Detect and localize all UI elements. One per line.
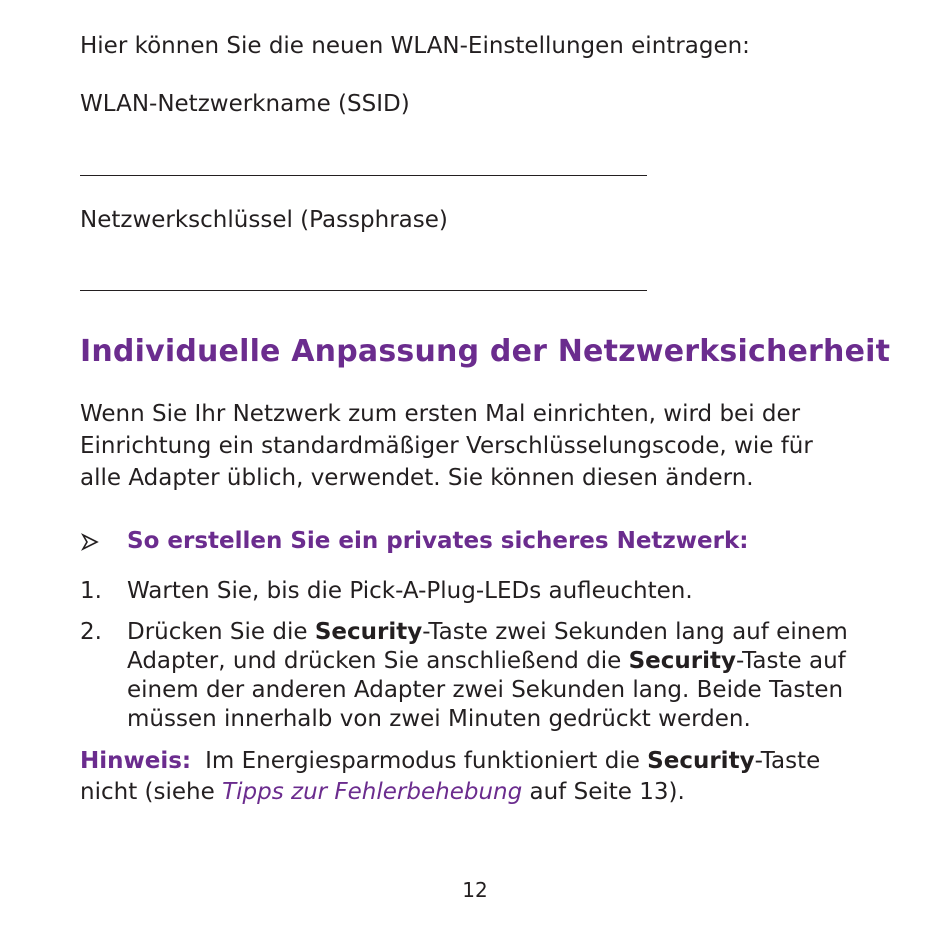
section-paragraph <box>80 398 880 494</box>
section-heading: Individuelle Anpassung der Netzwerksicherheit <box>80 334 891 369</box>
page-number: 12 <box>462 878 488 902</box>
security-key-name: Security <box>628 648 736 674</box>
note-box: Hinweis: Im Energiesparmodus funktioniert die Security-Taste nicht (siehe Tipps zur Fehlerbehebung auf Seite 13). <box>80 748 821 805</box>
ssid-label: WLAN-Netzwerkname (SSID) <box>80 91 410 117</box>
ssid-write-line <box>80 175 647 176</box>
troubleshooting-link[interactable]: Tipps zur Fehlerbehebung <box>222 779 523 805</box>
procedure-title: So erstellen Sie ein privates sicheres Netzwerk: <box>127 528 749 554</box>
step-number: 2. <box>80 619 102 645</box>
paragraph-line: Einrichtung ein standardmäßiger Verschlüsselungscode, wie für <box>80 433 813 459</box>
step-text: Warten Sie, bis die Pick-A-Plug-LEDs aufleuchten. <box>127 578 693 604</box>
passphrase-write-line <box>80 290 647 291</box>
list-item <box>80 618 900 738</box>
paragraph-line: alle Adapter üblich, verwendet. Sie können diesen ändern. <box>80 465 754 491</box>
passphrase-label: Netzwerkschlüssel (Passphrase) <box>80 207 448 233</box>
paragraph-line: Wenn Sie Ihr Netzwerk zum ersten Mal einrichten, wird bei der <box>80 401 801 427</box>
form-intro: Hier können Sie die neuen WLAN-Einstellungen eintragen: <box>80 33 750 59</box>
list-item <box>80 577 900 607</box>
step-number: 1. <box>80 578 102 604</box>
step-text: Drücken Sie die Security-Taste zwei Sekunden lang auf einem Adapter, und drücken Sie anschließend die Security-Taste auf einem der anderen Adapter zwei Sekunden lang. Beide Tasten müssen innerhalb von zwei Minuten gedrückt werden. <box>127 619 848 732</box>
note-label: Hinweis: <box>80 748 192 774</box>
security-key-name: Security <box>647 748 755 774</box>
arrow-right-icon <box>80 526 100 558</box>
security-key-name: Security <box>314 619 423 645</box>
